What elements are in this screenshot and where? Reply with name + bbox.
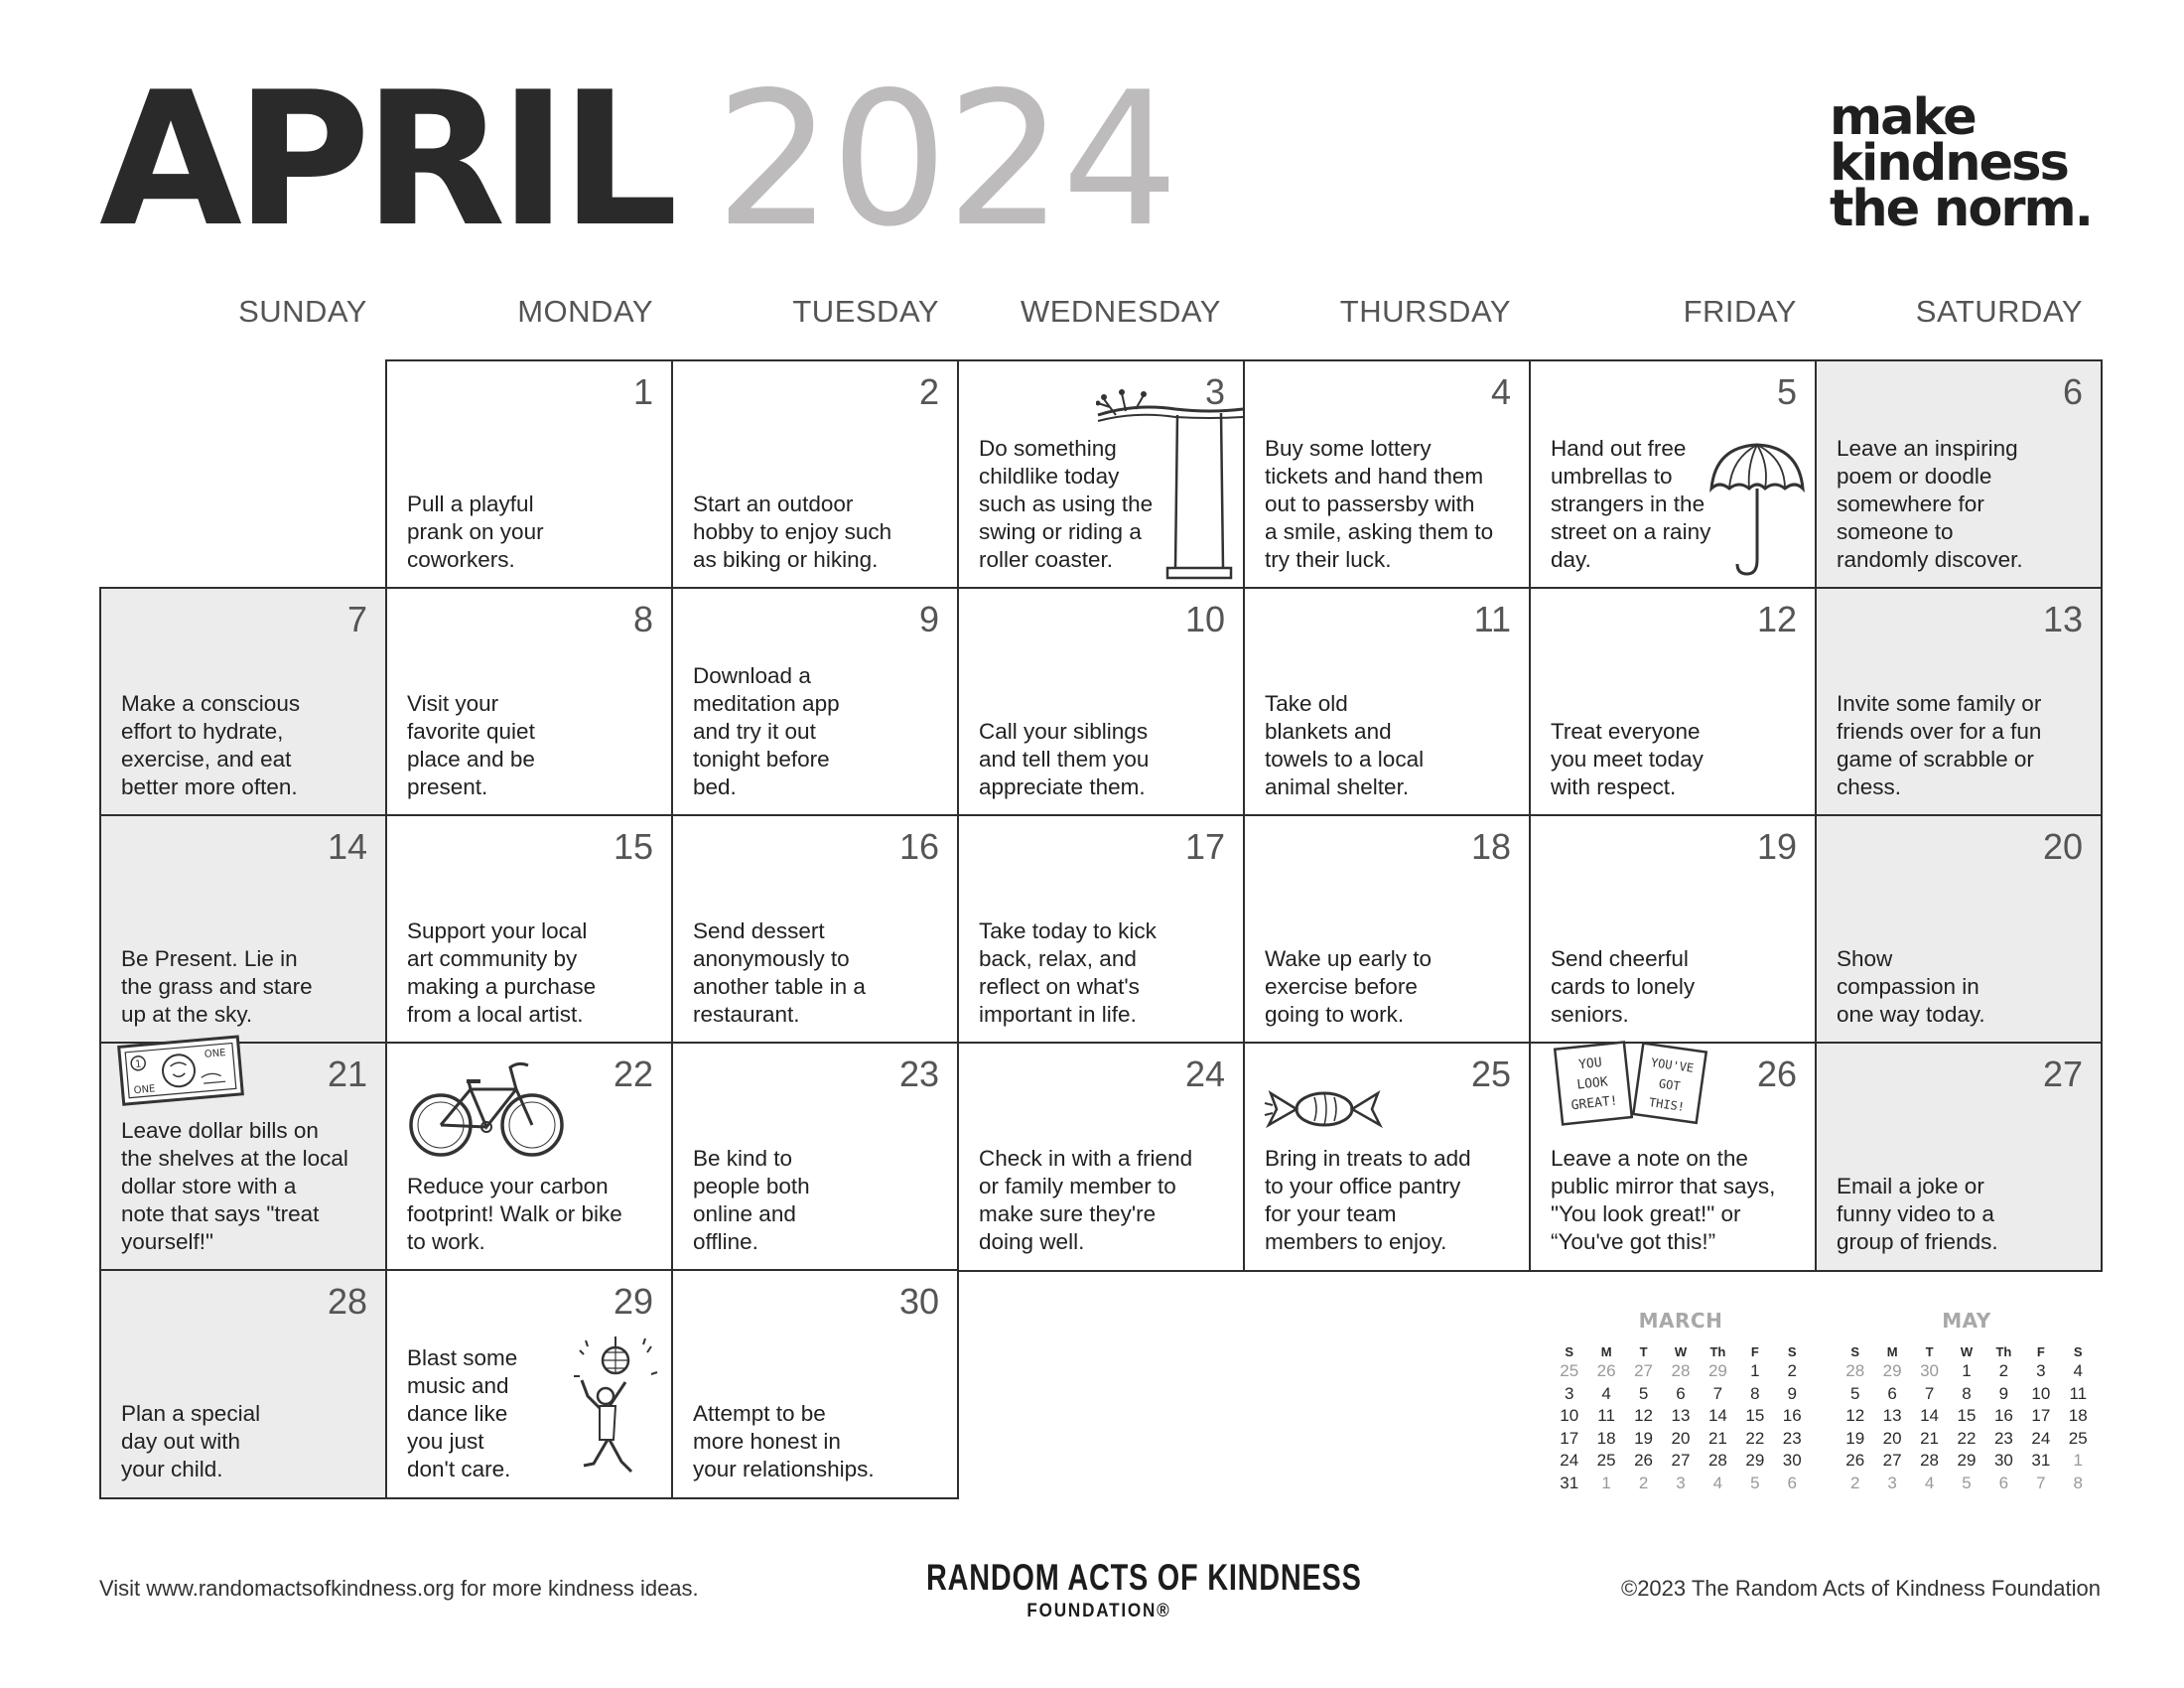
day-number: 28	[327, 1281, 367, 1322]
mini-day: 2	[1849, 1473, 1860, 1492]
mini-day: 2	[1787, 1361, 1797, 1380]
weekday-friday: FRIDAY	[1683, 294, 1797, 329]
foundation-logo	[878, 1557, 1362, 1622]
mini-weekday: W	[1960, 1344, 1974, 1359]
mini-day: 12	[1845, 1406, 1865, 1425]
mini-day: 17	[2031, 1406, 2051, 1425]
day-cell[interactable]	[385, 587, 673, 817]
mini-weekday: F	[1750, 1344, 1759, 1359]
mini-calendar-table	[1837, 1344, 2097, 1494]
mini-day: 29	[1745, 1451, 1765, 1470]
mini-day: 7	[1924, 1383, 1935, 1403]
mini-day: 25	[2068, 1428, 2088, 1448]
kindness-activity: Pull a playful prank on your coworkers.	[407, 492, 544, 572]
mini-day: 27	[1634, 1361, 1654, 1380]
mini-day: 26	[1634, 1451, 1654, 1470]
mini-day: 7	[2036, 1473, 2046, 1492]
mini-day: 8	[1962, 1383, 1972, 1403]
footer-website-note: Visit www.randomactsofkindness.org for more kindness ideas.	[99, 1576, 699, 1601]
dollar-bottom-text: ONE	[133, 1083, 156, 1097]
day-cell[interactable]	[385, 814, 673, 1045]
kindness-activity: Plan a special day out with your child.	[121, 1401, 261, 1481]
mini-day: 4	[1924, 1473, 1935, 1492]
mini-day: 25	[1560, 1361, 1579, 1380]
mini-day: 12	[1634, 1406, 1654, 1425]
kindness-activity: Leave dollar bills on the shelves at the local dollar store with a note that says "treat yourself!"	[121, 1118, 348, 1254]
mini-day: 8	[1750, 1383, 1760, 1403]
mini-day: 8	[2073, 1473, 2083, 1492]
mini-day: 6	[1787, 1473, 1797, 1492]
day-number: 1	[632, 371, 653, 412]
day-cell[interactable]	[1815, 814, 2103, 1045]
day-cell[interactable]	[1815, 359, 2103, 590]
mini-day: 30	[1920, 1361, 1940, 1380]
day-cell[interactable]	[1243, 587, 1531, 817]
kindness-activity: Wake up early to exercise before going to work.	[1265, 946, 1432, 1027]
mini-day: 29	[1957, 1451, 1977, 1470]
day-number: 18	[1470, 826, 1511, 867]
weekday-wednesday: WEDNESDAY	[1020, 294, 1221, 329]
mini-day: 28	[1671, 1361, 1691, 1380]
mini-week-row	[1837, 1383, 2097, 1406]
mini-calendar-title: MARCH	[1638, 1309, 1723, 1333]
dollar-bill-icon	[117, 1034, 246, 1107]
mini-week-row	[1551, 1473, 1811, 1495]
mini-day: 9	[1998, 1383, 2009, 1403]
kindness-activity: Leave an inspiring poem or doodle somewhere for someone to randomly discover.	[1837, 436, 2023, 572]
mini-day: 28	[1920, 1451, 1940, 1470]
mini-week-row	[1837, 1428, 2097, 1451]
mini-day: 31	[1560, 1473, 1579, 1492]
mini-day: 30	[1782, 1451, 1802, 1470]
mini-day: 18	[2068, 1406, 2088, 1425]
mini-day: 23	[1782, 1428, 1802, 1448]
mini-week-row	[1551, 1428, 1811, 1451]
slogan-line: make	[1830, 88, 1976, 147]
mini-day: 21	[1920, 1428, 1940, 1448]
slogan-line: the norm.	[1830, 180, 2093, 238]
logo-wordmark: RANDOM ACTS OF KINDNESS	[926, 1557, 1362, 1598]
note-text: YOU'VE	[1650, 1055, 1695, 1075]
note-text: LOOK	[1575, 1074, 1609, 1093]
mini-week-row	[1551, 1450, 1811, 1473]
day-cell[interactable]	[385, 1042, 673, 1272]
mini-day: 30	[1993, 1451, 2013, 1470]
kindness-activity: Make a conscious effort to hydrate, exercise, and eat better more often.	[121, 691, 301, 799]
day-cell[interactable]	[385, 359, 673, 590]
kindness-activity: Call your siblings and tell them you appreciate them.	[979, 719, 1150, 799]
mini-day: 22	[1957, 1428, 1977, 1448]
day-cell[interactable]	[99, 587, 387, 817]
day-number: 22	[613, 1054, 653, 1094]
logo-subtitle: FOUNDATION®	[1026, 1601, 1171, 1621]
kindness-activity: Invite some family or friends over for a fun game of scrabble or chess.	[1837, 691, 2042, 799]
mini-weekday: S	[2073, 1344, 2083, 1359]
mini-day: 22	[1745, 1428, 1765, 1448]
day-number: 8	[632, 599, 653, 639]
mini-day: 27	[1671, 1451, 1691, 1470]
day-number: 11	[1473, 599, 1511, 639]
day-number: 27	[2042, 1054, 2083, 1094]
mini-day: 14	[1920, 1406, 1940, 1425]
mini-day: 26	[1596, 1361, 1616, 1380]
kindness-activity: Send cheerful cards to lonely seniors.	[1551, 946, 1696, 1027]
mini-day: 26	[1845, 1451, 1865, 1470]
note-text: YOU	[1577, 1055, 1603, 1073]
day-cell[interactable]	[1529, 359, 1817, 590]
mini-day: 16	[1993, 1406, 2013, 1425]
mini-day: 5	[1849, 1383, 1860, 1403]
day-number: 14	[327, 826, 367, 867]
kindness-activity: Bring in treats to add to your office pantry for your team members to enjoy.	[1265, 1146, 1471, 1254]
mini-day: 29	[1882, 1361, 1902, 1380]
kindness-activity: Blast some music and dance like you just don't care.	[407, 1345, 518, 1481]
kindness-activity: Email a joke or funny video to a group of friends.	[1837, 1174, 1998, 1254]
mini-weekday: S	[1787, 1344, 1797, 1359]
mini-calendar-header-row	[1837, 1344, 2097, 1360]
mini-day: 31	[2031, 1451, 2051, 1470]
mini-day: 16	[1782, 1406, 1802, 1425]
kindness-activity: Be kind to people both online and offline.	[693, 1146, 810, 1254]
mini-day: 6	[1998, 1473, 2009, 1492]
mini-day: 5	[1638, 1383, 1649, 1403]
day-cell[interactable]	[385, 1269, 673, 1499]
dollar-corner-text: 1	[134, 1058, 142, 1071]
mini-weekday: F	[2036, 1344, 2045, 1359]
day-cell[interactable]	[671, 1042, 959, 1272]
mini-day: 10	[1560, 1406, 1579, 1425]
mini-week-row	[1551, 1360, 1811, 1383]
month-title: APRIL	[99, 52, 672, 267]
mini-day: 15	[1957, 1406, 1977, 1425]
mini-day: 3	[1887, 1473, 1897, 1492]
mini-day: 9	[1787, 1383, 1797, 1403]
mini-day: 23	[1993, 1428, 2013, 1448]
mini-day: 28	[1845, 1361, 1865, 1380]
mini-day: 4	[2073, 1361, 2083, 1380]
day-number: 26	[1756, 1054, 1797, 1094]
weekday-thursday: THURSDAY	[1339, 294, 1511, 329]
day-number: 15	[613, 826, 653, 867]
mini-day: 25	[1596, 1451, 1616, 1470]
slogan-line: kindness	[1830, 134, 2068, 193]
day-number: 3	[1204, 371, 1225, 412]
mini-day: 2	[1998, 1361, 2009, 1380]
bicycle-icon	[407, 1055, 566, 1159]
day-number: 12	[1756, 599, 1797, 639]
mini-calendar-header-row	[1551, 1344, 1811, 1360]
mini-weekday: W	[1674, 1344, 1688, 1359]
slogan-logo	[1830, 88, 2093, 238]
mini-week-row	[1837, 1473, 2097, 1495]
mini-day: 20	[1671, 1428, 1691, 1448]
mini-weekday: Th	[1995, 1344, 2012, 1359]
kindness-activity: Be Present. Lie in the grass and stare up at the sky.	[121, 946, 313, 1027]
mini-week-row	[1837, 1360, 2097, 1383]
mini-day: 1	[1750, 1361, 1760, 1380]
day-number: 20	[2042, 826, 2083, 867]
day-number: 10	[1184, 599, 1225, 639]
kindness-activity: Treat everyone you meet today with respect.	[1551, 719, 1704, 799]
mini-day: 11	[1597, 1406, 1615, 1425]
mini-day: 1	[2073, 1451, 2083, 1470]
mini-day: 6	[1887, 1383, 1897, 1403]
mini-day: 5	[1750, 1473, 1760, 1492]
day-cell[interactable]	[1243, 359, 1531, 590]
mini-day: 4	[1601, 1383, 1611, 1403]
note-text: GOT	[1658, 1076, 1682, 1094]
day-number: 23	[898, 1054, 939, 1094]
mini-weekday: S	[1850, 1344, 1860, 1359]
day-number: 9	[918, 599, 939, 639]
note-text: THIS!	[1648, 1095, 1686, 1114]
mini-day: 28	[1707, 1451, 1727, 1470]
kindness-activity: Buy some lottery tickets and hand them out to passersby with a smile, asking them to try their luck.	[1265, 436, 1494, 572]
mini-week-row	[1837, 1450, 2097, 1473]
mini-week-row	[1837, 1405, 2097, 1428]
day-number: 6	[2062, 371, 2083, 412]
day-cell[interactable]	[99, 1042, 387, 1272]
day-number: 29	[613, 1281, 653, 1322]
mini-day: 19	[1634, 1428, 1654, 1448]
mini-day: 1	[1601, 1473, 1611, 1492]
day-cell[interactable]	[957, 814, 1245, 1045]
kindness-activity: Take old blankets and towels to a local animal shelter.	[1265, 691, 1425, 799]
kindness-activity: Take today to kick back, relax, and reflect on what's important in life.	[979, 918, 1157, 1027]
day-number: 25	[1470, 1054, 1511, 1094]
mini-weekday: T	[1925, 1344, 1934, 1359]
kindness-activity: Check in with a friend or family member to make sure they're doing well.	[979, 1146, 1193, 1254]
mini-weekday: M	[1886, 1344, 1898, 1359]
weekday-header-row	[99, 294, 2101, 338]
day-number: 21	[327, 1054, 367, 1094]
mini-day: 11	[2069, 1383, 2088, 1403]
kindness-activity: Show compassion in one way today.	[1837, 946, 1985, 1027]
mini-day: 24	[2031, 1428, 2051, 1448]
mini-week-row	[1551, 1383, 1811, 1406]
candy-icon	[1263, 1083, 1386, 1135]
day-cell[interactable]	[1243, 814, 1531, 1045]
day-cell[interactable]	[99, 814, 387, 1045]
day-cell[interactable]	[671, 359, 959, 590]
day-number: 19	[1756, 826, 1797, 867]
day-cell[interactable]	[671, 587, 959, 817]
day-number: 13	[2042, 599, 2083, 639]
mini-weekday: M	[1600, 1344, 1612, 1359]
day-cell[interactable]	[99, 1269, 387, 1499]
day-cell[interactable]	[957, 587, 1245, 817]
mini-day: 13	[1671, 1406, 1691, 1425]
day-number: 24	[1184, 1054, 1225, 1094]
day-cell[interactable]	[671, 1269, 959, 1499]
mini-weekday: Th	[1709, 1344, 1726, 1359]
weekday-tuesday: TUESDAY	[792, 294, 939, 329]
mini-day: 7	[1712, 1383, 1723, 1403]
mini-day: 21	[1707, 1428, 1727, 1448]
kindness-activity: Do something childlike today such as using the swing or riding a roller coaster.	[979, 436, 1154, 572]
weekday-saturday: SATURDAY	[1915, 294, 2083, 329]
mini-day: 10	[2031, 1383, 2051, 1403]
mini-day: 27	[1882, 1451, 1902, 1470]
kindness-activity: Attempt to be more honest in your relationships.	[693, 1401, 875, 1481]
day-number: 7	[346, 599, 367, 639]
mini-calendar-table	[1551, 1344, 1811, 1494]
mini-day: 15	[1745, 1406, 1765, 1425]
mini-day: 20	[1882, 1428, 1902, 1448]
day-cell[interactable]	[1815, 587, 2103, 817]
day-cell[interactable]	[1529, 587, 1817, 817]
footer-copyright: ©2023 The Random Acts of Kindness Foundation	[1620, 1576, 2101, 1601]
kindness-activity: Hand out free umbrellas to strangers in the street on a rainy day.	[1551, 436, 1711, 572]
mini-day: 24	[1560, 1451, 1579, 1470]
mini-day: 4	[1712, 1473, 1723, 1492]
kindness-activity: Support your local art community by making a purchase from a local artist.	[407, 918, 597, 1027]
mini-day: 13	[1882, 1406, 1902, 1425]
day-cell[interactable]	[1529, 814, 1817, 1045]
dollar-top-text: ONE	[204, 1048, 226, 1060]
mini-day: 17	[1560, 1428, 1579, 1448]
mini-day: 3	[1564, 1383, 1574, 1403]
sticky-notes-icon	[1553, 1038, 1711, 1129]
mini-week-row	[1551, 1405, 1811, 1428]
day-number: 16	[898, 826, 939, 867]
kindness-activity: Visit your favorite quiet place and be present.	[407, 691, 535, 799]
day-cell[interactable]	[1815, 1042, 2103, 1272]
mini-day: 5	[1962, 1473, 1972, 1492]
mini-day: 1	[1962, 1361, 1972, 1380]
mini-weekday: S	[1565, 1344, 1574, 1359]
mini-day: 18	[1596, 1428, 1616, 1448]
kindness-activity: Start an outdoor hobby to enjoy such as biking or hiking.	[693, 492, 892, 572]
note-text: GREAT!	[1570, 1093, 1619, 1114]
day-number: 2	[918, 371, 939, 412]
mini-day: 6	[1676, 1383, 1686, 1403]
mini-day: 2	[1638, 1473, 1649, 1492]
day-cell[interactable]	[1529, 1042, 1817, 1272]
mini-day: 3	[2036, 1361, 2046, 1380]
mini-calendar-title: MAY	[1942, 1309, 1991, 1333]
day-number: 30	[898, 1281, 939, 1322]
calendar-title	[99, 52, 1177, 267]
mini-day: 14	[1707, 1406, 1727, 1425]
weekday-sunday: SUNDAY	[238, 294, 367, 329]
day-number: 5	[1776, 371, 1797, 412]
year-title: 2024	[715, 52, 1177, 267]
day-cell[interactable]	[671, 814, 959, 1045]
kindness-activity: Leave a note on the public mirror that says, "You look great!" or “You've got this!”	[1551, 1146, 1776, 1254]
weekday-monday: MONDAY	[517, 294, 653, 329]
day-number: 4	[1490, 371, 1511, 412]
mini-day: 29	[1707, 1361, 1727, 1380]
day-cell[interactable]	[957, 359, 1245, 590]
kindness-activity: Send dessert anonymously to another table in a restaurant.	[693, 918, 866, 1027]
day-cell[interactable]	[957, 1042, 1245, 1272]
mini-day: 19	[1845, 1428, 1865, 1448]
mini-calendar-may	[1837, 1309, 2097, 1494]
kindness-activity: Download a meditation app and try it out tonight before bed.	[693, 663, 840, 799]
kindness-activity: Reduce your carbon footprint! Walk or bike to work.	[407, 1174, 622, 1254]
mini-day: 3	[1676, 1473, 1686, 1492]
day-number: 17	[1184, 826, 1225, 867]
mini-weekday: T	[1639, 1344, 1648, 1359]
mini-calendar-march	[1551, 1309, 1811, 1494]
day-cell[interactable]	[1243, 1042, 1531, 1272]
